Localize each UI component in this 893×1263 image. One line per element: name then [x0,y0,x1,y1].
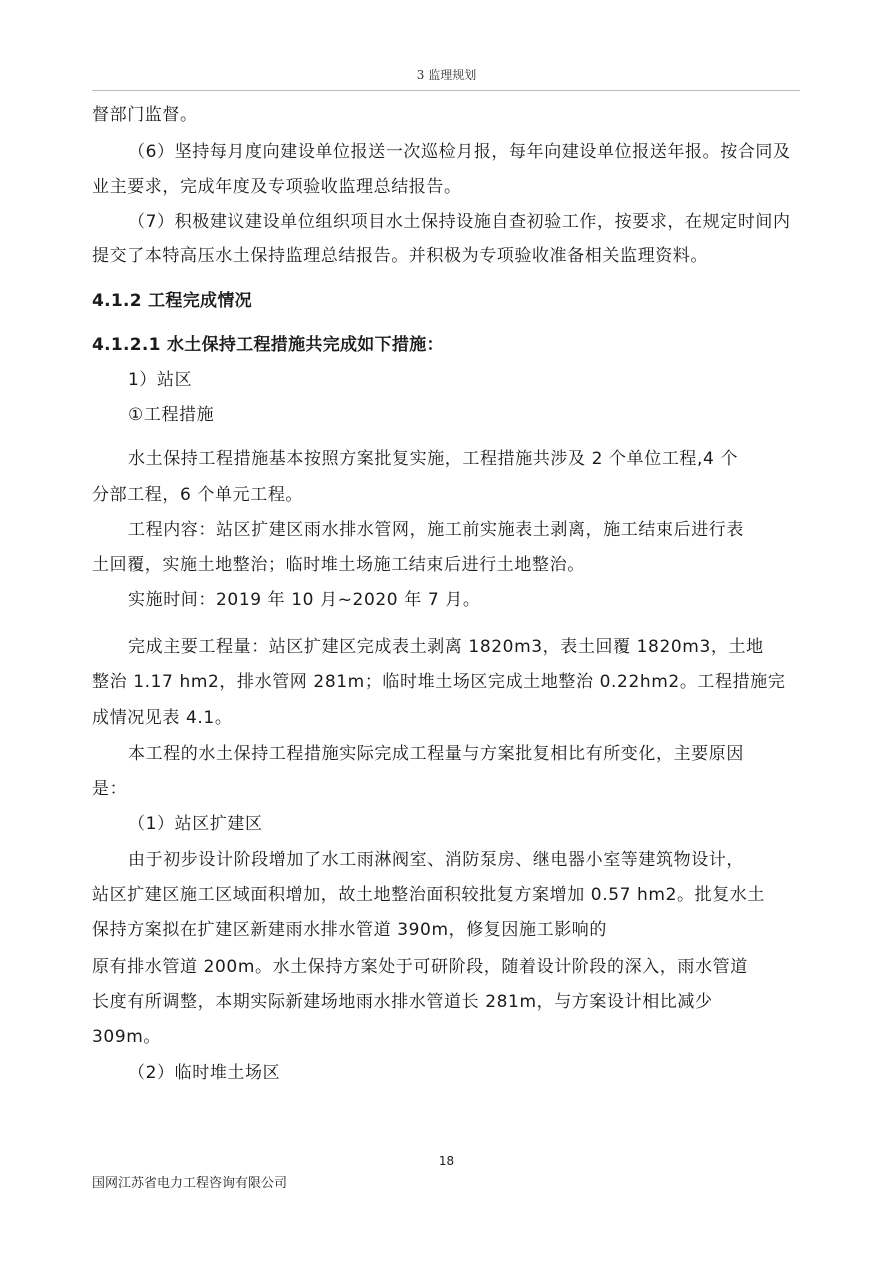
paragraph-line: 分部工程，6 个单元工程。 [92,485,304,505]
paragraph-line: 整治 1.17 hm2，排水管网 281m；临时堆土场区完成土地整治 0.22hm2。工程措施完 [92,672,786,692]
page-number: 18 [438,1154,455,1168]
paragraph-line: 土回覆，实施土地整治；临时堆土场施工结束后进行土地整治。 [92,555,585,575]
list-item: 1）站区 [128,370,193,390]
page-header: 3 监理规划 [416,68,477,82]
list-item: ①工程措施 [128,405,215,425]
paragraph-line: 是： [92,779,128,799]
paragraph-line: 业主要求，完成年度及专项验收监理总结报告。 [92,177,462,197]
footer-company: 国网江苏省电力工程咨询有限公司 [92,1176,288,1191]
paragraph-line: 309m。 [92,1027,162,1047]
paragraph-line: （7）积极建议建设单位组织项目水土保持设施自查初验工作，按要求，在规定时间内 [128,212,791,232]
section-heading: 4.1.2 工程完成情况 [92,291,252,311]
paragraph-line: 本工程的水土保持工程措施实际完成工程量与方案批复相比有所变化，主要原因 [128,744,744,764]
paragraph-line: 站区扩建区施工区域面积增加，故土地整治面积较批复方案增加 0.57 hm2。批复水土 [92,885,766,905]
paragraph-line: 督部门监督。 [92,105,198,125]
paragraph-line: 保持方案拟在扩建区新建雨水排水管道 390m，修复因施工影响的 [92,920,608,940]
paragraph-line: 原有排水管道 200m。水土保持方案处于可研阶段，随着设计阶段的深入，雨水管道 [92,957,748,977]
list-item: （2）临时堆土场区 [128,1063,281,1083]
paragraph-line: 实施时间：2019 年 10 月~2020 年 7 月。 [128,590,481,610]
list-item: （1）站区扩建区 [128,814,263,834]
paragraph-line: 水土保持工程措施基本按照方案批复实施，工程措施共涉及 2 个单位工程,4 个 [128,449,739,469]
paragraph-line: （6）坚持每月度向建设单位报送一次巡检月报，每年向建设单位报送年报。按合同及 [128,142,791,162]
paragraph-line: 成情况见表 4.1。 [92,708,233,728]
header-rule [92,90,800,91]
paragraph-line: 工程内容：站区扩建区雨水排水管网，施工前实施表土剥离，施工结束后进行表 [128,520,744,540]
paragraph-line: 由于初步设计阶段增加了水工雨淋阀室、消防泵房、继电器小室等建筑物设计， [128,850,744,870]
paragraph-line: 提交了本特高压水土保持监理总结报告。并积极为专项验收准备相关监理资料。 [92,246,708,266]
paragraph-line: 长度有所调整，本期实际新建场地雨水排水管道长 281m，与方案设计相比减少 [92,992,713,1012]
subsection-heading: 4.1.2.1 水土保持工程措施共完成如下措施： [92,335,444,355]
paragraph-line: 完成主要工程量：站区扩建区完成表土剥离 1820m3，表土回覆 1820m3，土地 [128,637,764,657]
